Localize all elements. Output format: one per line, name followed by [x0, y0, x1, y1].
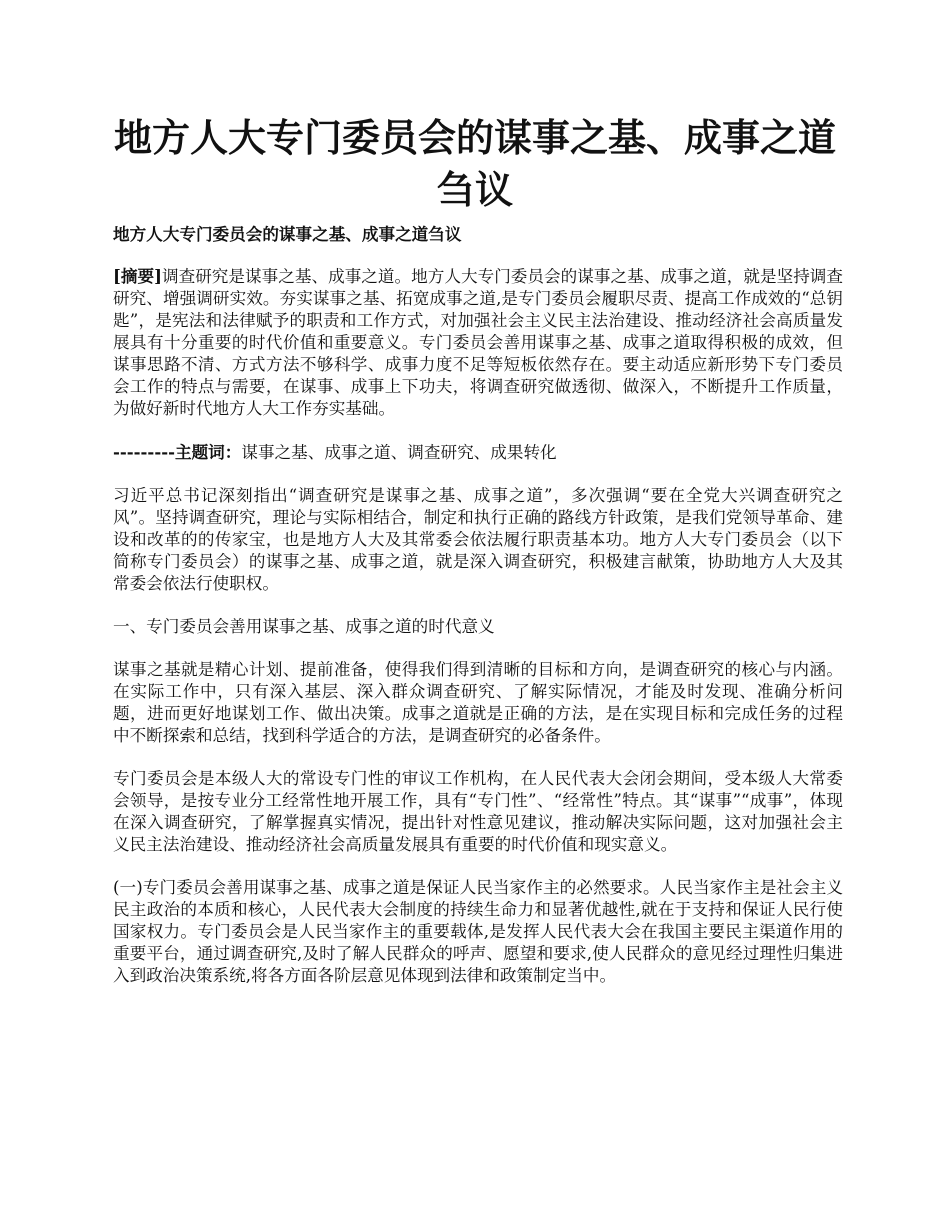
body-paragraph-planning: 谋事之基就是精心计划、提前准备，使得我们得到清晰的目标和方向，是调查研究的核心与内涵。在实际工作中，只有深入基层、深入群众调查研究、了解实际情况，才能及时发现、准确分析问题，进而更好地谋划工作、做出决策。成事之道就是正确的方法，是在实现目标和完成任务的过程中不断探索和总结，找到科学适合的方法，是调查研究的必备条件。 [113, 660, 843, 745]
keywords-text: 谋事之基、成事之道、调查研究、成果转化 [241, 443, 557, 462]
keywords-label: ---------主题词： [113, 442, 242, 462]
body-paragraph-committee: 专门委员会是本级人大的常设专门性的审议工作机构，在人民代表大会闭会期间，受本级人大常委会领导，是按专业分工经常性地开展工作，具有“专门性”、“经常性”特点。其“谋事”“成事”，体现在深入调查研究，了解掌握真实情况，提出针对性意见建议，推动解决实际问题，这对加强社会主义民主法治建设、推动经济社会高质量发展具有重要的时代价值和现实意义。 [113, 769, 843, 854]
document-body [113, 223, 843, 1008]
keywords-paragraph [113, 441, 843, 464]
title-line-1: 地方人大专门委员会的谋事之基、成事之道 [113, 115, 836, 160]
body-paragraph-intro: 习近平总书记深刻指出“调查研究是谋事之基、成事之道”，多次强调“要在全党大兴调查研究之风”。坚持调查研究，理论与实际相结合，制定和执行正确的路线方针政策，是我们党领导革命、建设和改革的的传家宝，也是地方人大及其常委会依法履行职责基本功。地方人大专门委员会（以下简称专门委员会）的谋事之基、成事之道，就是深入调查研究，积极建言献策，协助地方人大及其常委会依法行使职权。 [113, 486, 843, 593]
abstract-paragraph [113, 265, 843, 420]
section-heading-1: 一、专门委员会善用谋事之基、成事之道的时代意义 [113, 617, 495, 636]
document-title [100, 112, 850, 216]
abstract-text: 调查研究是谋事之基、成事之道。地方人大专门委员会的谋事之基、成事之道，就是坚持调查研究、增强调研实效。夯实谋事之基、拓宽成事之道,是专门委员会履职尽责、提高工作成效的“总钥匙”，是宪法和法律赋予的职责和工作方式，对加强社会主义民主法治建设、推动经济社会高质量发展具有十分重要的时代价值和重要意义。专门委员会善用谋事之基、成事之道取得积极的成效，但谋事思路不清、方式方法不够科学、成事力度不足等短板依然存在。要主动适应新形势下专门委员会工作的特点与需要，在谋事、成事上下功夫，将调查研究做透彻、做深入，不断提升工作质量，为做好新时代地方人大工作夯实基础。 [113, 267, 844, 418]
title-line-2: 刍议 [436, 167, 513, 212]
document-subtitle: 地方人大专门委员会的谋事之基、成事之道刍议 [113, 224, 462, 244]
abstract-label: [摘要] [113, 266, 162, 286]
body-paragraph-point-1: (一)专门委员会善用谋事之基、成事之道是保证人民当家作主的必然要求。人民当家作主是社会主义民主政治的本质和核心，人民代表大会制度的持续生命力和显著优越性,就在于支持和保证人民行使国家权力。专门委员会是人民当家作主的重要载体,是发挥人民代表大会在我国主要民主渠道作用的重要平台，通过调查研究,及时了解人民群众的呼声、愿望和要求,使人民群众的意见经过理性归集进入到政治决策系统,将各方面各阶层意见体现到法律和政策制定当中。 [113, 878, 843, 985]
